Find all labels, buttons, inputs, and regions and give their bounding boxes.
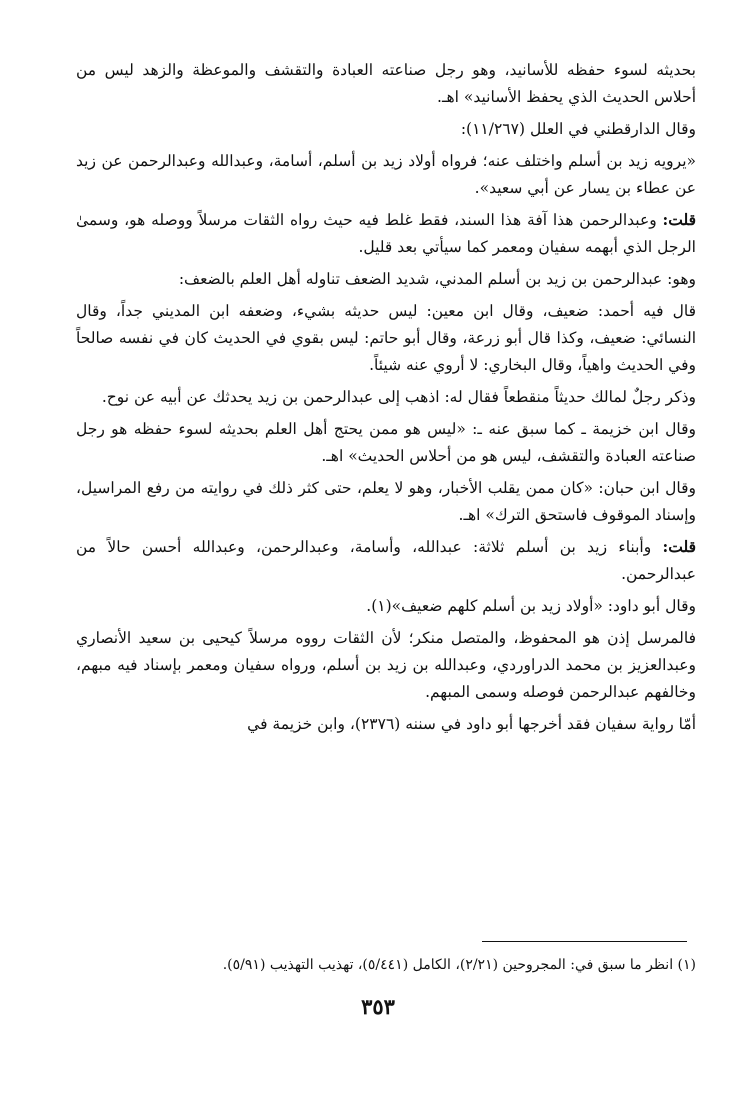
paragraph-text: وقال ابن خزيمة ـ كما سبق عنه ـ: «ليس هو ممن يحتج أهل العلم بحديثه لسوء حفظه هو رجل صناعته العبادة والتقشف، ليس هو من أحلاس الحديث» اهـ. [76, 420, 696, 465]
paragraph-9 [76, 474, 696, 529]
paragraph-4 [76, 206, 696, 261]
paragraph-3 [76, 147, 696, 202]
paragraph-lead: قلت: [662, 210, 696, 229]
paragraph-text: «يرويه زيد بن أسلم واختلف عنه؛ فرواه أولاد زيد بن أسلم، أسامة، وعبدالله وعبدالرحمن عن زيد عن عطاء بن يسار عن أبي سعيد». [76, 152, 696, 197]
footnote-divider [482, 941, 687, 942]
paragraph-text: أمّا رواية سفيان فقد أخرجها أبو داود في سننه (٢٣٧٦)، وابن خزيمة في [247, 715, 696, 733]
paragraph-text: قال فيه أحمد: ضعيف، وقال ابن معين: ليس حديثه بشيء، وضعفه ابن المديني جداً، وقال النسائي: ضعيف، وكذا قال أبو زرعة، وقال أبو حاتم: ليس بقوي في الحديث كان في نفسه صالحاً وفي الحديث واهياً، وقال البخاري: لا أروي عنه شيئاً. [76, 302, 696, 374]
paragraph-2 [76, 115, 696, 143]
paragraph-lead: قلت: [662, 537, 696, 556]
paragraph-text: فالمرسل إذن هو المحفوظ، والمتصل منكر؛ لأن الثقات رووه مرسلاً كيحيى بن سعيد الأنصاري وعبدالعزيز بن محمد الدراوردي، وعبدالله بن زيد بن أسلم، ورواه سفيان ومعمر بإسناد فيه مبهم، وخالفهم عبدالرحمن فوصله وسمى المبهم. [76, 629, 696, 701]
page-number: ٣٥٣ [361, 994, 395, 1019]
page-body [76, 56, 696, 742]
paragraph-5 [76, 265, 696, 293]
paragraph-text: بحديثه لسوء حفظه للأسانيد، وهو رجل صناعته العبادة والتقشف والموعظة والزهد ليس من أحلاس الحديث الذي يحفظ الأسانيد» اهـ. [76, 61, 696, 106]
paragraph-7 [76, 383, 696, 411]
paragraph-text: وقال ابن حبان: «كان ممن يقلب الأخبار، وهو لا يعلم، حتى كثر ذلك في روايته من رفع المراسيل، وإسناد الموقوف فاستحق الترك» اهـ. [76, 479, 696, 524]
paragraph-10 [76, 533, 696, 588]
paragraph-12 [76, 624, 696, 706]
paragraph-text: وذكر رجلٌ لمالك حديثاً منقطعاً فقال له: اذهب إلى عبدالرحمن بن زيد يحدثك عن أبيه عن نوح. [101, 388, 696, 406]
paragraph-6 [76, 297, 696, 379]
paragraph-text: وقال أبو داود: «أولاد زيد بن أسلم كلهم ضعيف»(١). [366, 597, 696, 615]
paragraph-11 [76, 592, 696, 620]
paragraph-text: وهو: عبدالرحمن بن زيد بن أسلم المدني، شديد الضعف تناوله أهل العلم بالضعف: [178, 270, 696, 288]
paragraph-text: وأبناء زيد بن أسلم ثلاثة: عبدالله، وأسامة، وعبدالرحمن، وعبدالله أحسن حالاً من عبدالرحمن. [76, 538, 696, 583]
footnote: (١) انظر ما سبق في: المجروحين (٢/٢١)، الكامل (٥/٤٤١)، تهذيب التهذيب (٥/٩١). [222, 957, 696, 973]
paragraph-text: وعبدالرحمن هذا آفة هذا السند، فقط غلط فيه حيث رواه الثقات مرسلاً ووصله هو، وسمىٰ الرجل الذي أبهمه سفيان ومعمر كما سيأتي بعد قليل. [76, 211, 696, 256]
paragraph-text: وقال الدارقطني في العلل (١١/٢٦٧): [460, 120, 696, 138]
paragraph-8 [76, 415, 696, 470]
paragraph-13 [76, 710, 696, 738]
paragraph-1 [76, 56, 696, 111]
